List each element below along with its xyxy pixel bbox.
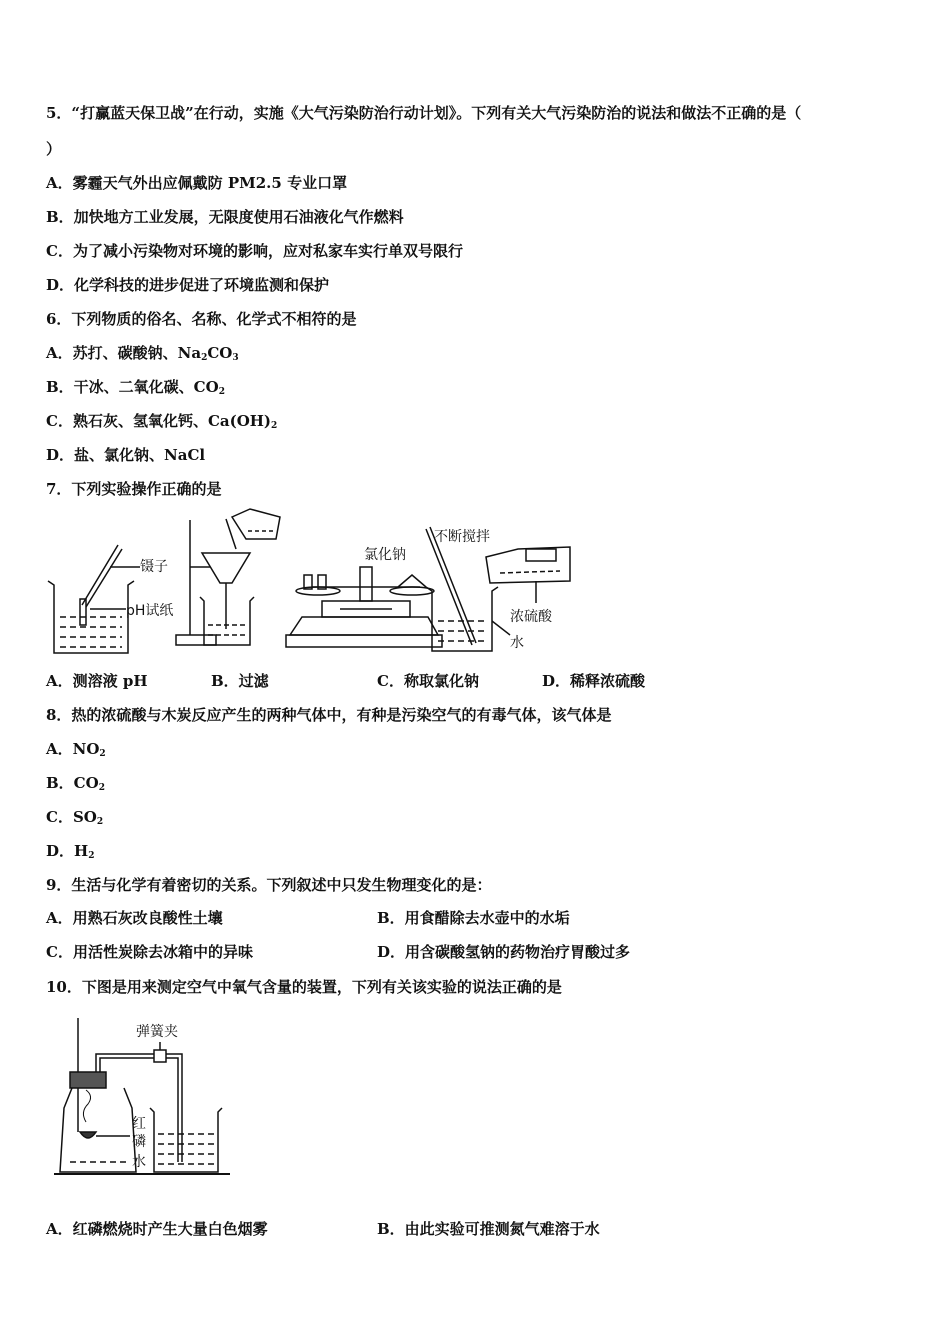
label-clip: 弹簧夹 bbox=[136, 1024, 178, 1040]
q9-option-c: C．用活性炭除去冰箱中的异味 bbox=[46, 943, 253, 961]
q8-stem: 8．热的浓硫酸与木炭反应产生的两种气体中，有种是污染空气的有毒气体，该气体是 bbox=[46, 706, 612, 724]
q10-option-a: A．红磷燃烧时产生大量白色烟雾 bbox=[46, 1220, 268, 1238]
label-phos-1: 红 bbox=[132, 1116, 146, 1132]
q8-option-b: B．$CO_2$ bbox=[46, 774, 105, 793]
q5-stem: 5．“打赢蓝天保卫战”在行动，实施《大气污染防治行动计划》。下列有关大气污染防治的说法和做法不正确的是（ bbox=[46, 104, 802, 122]
q7-option-b: B．过滤 bbox=[211, 672, 269, 690]
q6-option-b: B．干冰、二氧化碳、$CO_2$ bbox=[46, 378, 225, 397]
label-stir: 不断搅拌 bbox=[434, 529, 490, 545]
q9-option-a: A．用熟石灰改良酸性土壤 bbox=[46, 909, 223, 927]
q8-option-a: A．$NO_2$ bbox=[46, 740, 106, 759]
q7-option-a: A．测溶液 pH bbox=[46, 672, 148, 690]
q9-stem: 9．生活与化学有着密切的关系。下列叙述中只发生物理变化的是： bbox=[46, 876, 492, 894]
q6-option-d: D．盐、氯化钠、NaCl bbox=[46, 446, 206, 464]
q5-option-a: A．雾霾天气外出应佩戴防 PM2.5 专业口罩 bbox=[46, 174, 348, 192]
q9-option-d: D．用含碳酸氢钠的药物治疗胃酸过多 bbox=[377, 943, 631, 961]
label-tweezers: 镊子 bbox=[140, 559, 168, 575]
q8-option-c: C．$SO_2$ bbox=[46, 808, 104, 827]
q7-figure bbox=[40, 505, 600, 665]
ph-test-beaker bbox=[48, 545, 140, 653]
label-phos-2: 磷 bbox=[132, 1134, 146, 1150]
q10-option-b: B．由此实验可推测氮气难溶于水 bbox=[377, 1220, 600, 1238]
balance-scale bbox=[286, 567, 442, 647]
label-water-d: 水 bbox=[510, 635, 524, 651]
label-nacl: 氯化钠 bbox=[364, 547, 406, 563]
q7-option-c: C．称取氯化钠 bbox=[377, 672, 479, 690]
q5-option-b: B．加快地方工业发展，无限度使用石油液化气作燃料 bbox=[46, 208, 404, 226]
dilution-setup bbox=[426, 527, 570, 651]
label-acid: 浓硫酸 bbox=[510, 609, 552, 625]
q7-option-d: D．稀释浓硫酸 bbox=[542, 672, 646, 690]
q10-stem: 10．下图是用来测定空气中氧气含量的装置，下列有关该实验的说法正确的是 bbox=[46, 978, 562, 996]
label-ph-paper: pH试纸 bbox=[126, 603, 174, 619]
q6-stem: 6．下列物质的俗名、名称、化学式不相符的是 bbox=[46, 310, 357, 328]
q10-figure bbox=[50, 1012, 260, 1182]
q6-option-a: A．苏打、碳酸钠、$Na_2CO_3$ bbox=[46, 344, 239, 363]
q6-option-c: C．熟石灰、氢氧化钙、$Ca(OH)_2$ bbox=[46, 412, 278, 431]
q5-stem-cont: ） bbox=[46, 140, 62, 158]
q5-option-d: D．化学科技的进步促进了环境监测和保护 bbox=[46, 276, 330, 294]
label-water: 水 bbox=[132, 1154, 146, 1170]
q8-option-d: D．$H_2$ bbox=[46, 842, 95, 861]
filtration-setup bbox=[176, 509, 280, 645]
q5-option-c: C．为了减小污染物对环境的影响，应对私家车实行单双号限行 bbox=[46, 242, 463, 260]
q7-stem: 7．下列实验操作正确的是 bbox=[46, 480, 222, 498]
q9-option-b: B．用食醋除去水壶中的水垢 bbox=[377, 909, 570, 927]
